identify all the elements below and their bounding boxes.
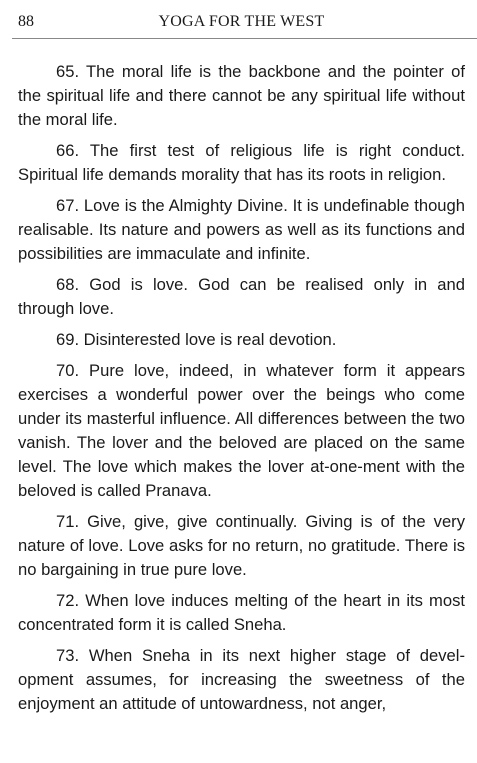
page-number: 88 [18,13,34,30]
page-body [18,60,465,723]
running-head [18,10,465,34]
paragraph-67: 67. Love is the Almighty Divine. It is undefinable though realisable. Its nature and powers as well as its functions and possibilities are immaculate and infinite. [18,196,465,263]
header-rule [12,38,477,39]
paragraph-73: 73. When Sneha in its next higher stage of development assumes, for increasing the sweetness of the enjoyment an attitude of untowardness, not anger, [18,646,465,713]
paragraph-72: 72. When love induces melting of the heart in its most concentrated form it is called Sneha. [18,591,465,634]
paragraph-70: 70. Pure love, indeed, in whatever form it appears exercises a wonderful power over the beings who come under its masterful influence. All differences between the two vanish. The lover and the beloved are placed on the same level. The love which makes the lover at-one-ment with the beloved is called Pranava. [18,361,465,500]
paragraph-66: 66. The first test of religious life is right conduct. Spiritual life demands morality that has its roots in religion. [18,141,465,184]
paragraph-71: 71. Give, give, give continually. Giving is of the very nature of love. Love asks for no return, no gratitude. There is no bargaining in true pure love. [18,512,465,579]
book-title: YOGA FOR THE WEST [158,13,325,30]
paragraph-65: 65. The moral life is the backbone and the pointer of the spiritual life and there cannot be any spiritual life without the moral life. [18,62,465,129]
paragraph-69: 69. Disinterested love is real devotion. [56,330,337,349]
paragraph-68: 68. God is love. God can be realised only in and through love. [18,275,465,318]
